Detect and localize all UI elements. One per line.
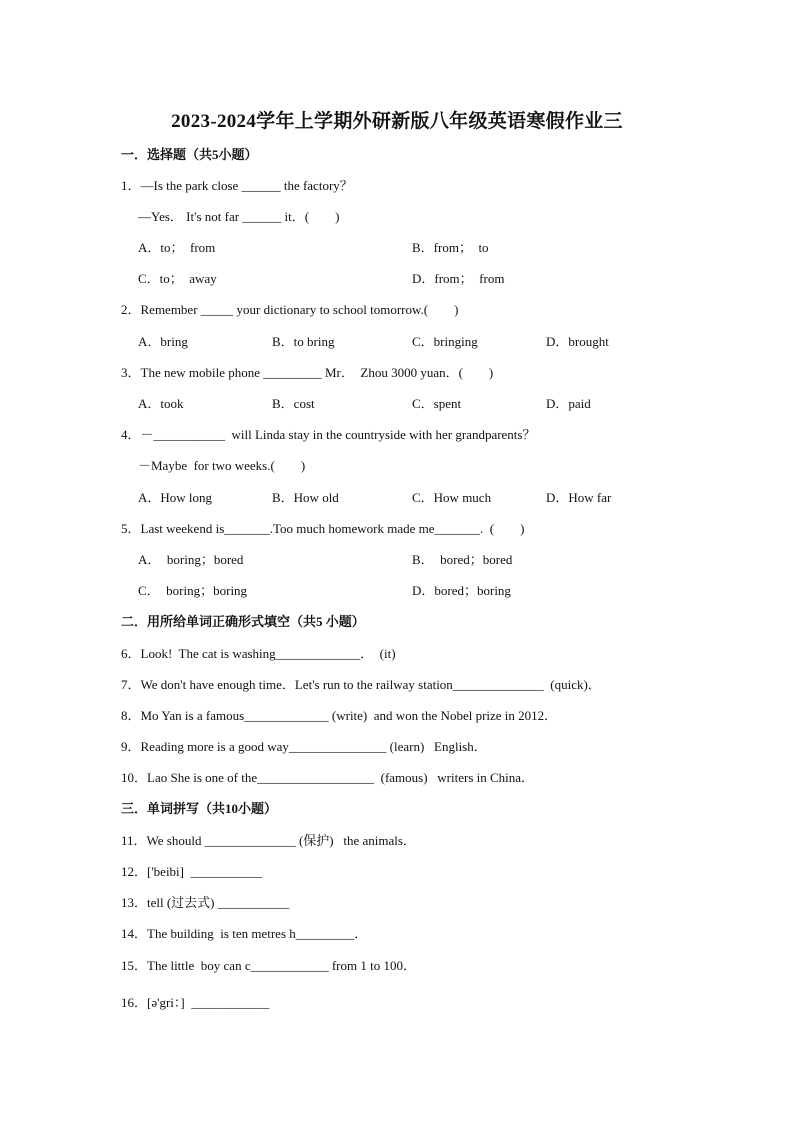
q2-option-b: B．to bring [272, 334, 335, 349]
q5-option-b: B． bored；bored [412, 552, 513, 567]
question-1-stem: 1．—Is the park close ______ the factory？ [121, 178, 353, 193]
q3-option-b: B．cost [272, 396, 315, 411]
fill-question-9: 9．Reading more is a good way_______________ (learn) English． [121, 739, 487, 754]
q4-option-d: D．How far [546, 490, 612, 505]
section-heading-fill: 二．用所给单词正确形式填空（共5 小题） [121, 614, 365, 629]
q2-option-c: C．bringing [412, 334, 478, 349]
q4-option-c: C．How much [412, 490, 492, 505]
q5-option-d: D．bored；boring [412, 583, 511, 598]
question-2-stem: 2．Remember _____ your dictionary to school tomorrow.( ) [121, 302, 459, 317]
fill-question-8: 8．Mo Yan is a famous_____________ (write) and won the Nobel prize in 2012． [121, 708, 558, 723]
section-heading-choice: 一．选择题（共5小题） [121, 147, 258, 162]
q1-option-d: D．from； from [412, 271, 505, 286]
question-4-reply: －Maybe for two weeks.( ) [138, 458, 306, 473]
question-5-stem: 5．Last weekend is_______.Too much homework made me_______. ( ) [121, 521, 525, 536]
q2-option-a: A．bring [138, 334, 188, 349]
spell-question-14: 14．The building is ten metres h_________． [121, 926, 368, 941]
question-1-reply: —Yes． It's not far ______ it．( ) [138, 209, 340, 224]
q1-option-b: B．from； to [412, 240, 489, 255]
spell-question-15: 15．The little boy can c____________ from 1 to 100． [121, 958, 416, 973]
spell-question-12: 12．['beibi] ___________ [121, 864, 262, 879]
q3-option-a: A．took [138, 396, 184, 411]
fill-question-7: 7．We don't have enough time．Let's run to the railway station______________ (quick)． [121, 677, 601, 692]
q1-option-a: A．to； from [138, 240, 216, 255]
question-4-stem: 4．－___________ will Linda stay in the countryside with her grandparents？ [121, 427, 536, 442]
q3-option-c: C．spent [412, 396, 462, 411]
q5-option-c: C． boring；boring [138, 583, 248, 598]
q4-option-b: B．How old [272, 490, 339, 505]
question-3-stem: 3．The new mobile phone _________ Mr． Zhou 3000 yuan．( ) [121, 365, 494, 380]
fill-question-6: 6．Look! The cat is washing_____________． (it) [121, 646, 396, 661]
q1-option-c: C．to； away [138, 271, 217, 286]
q5-option-a: A． boring；bored [138, 552, 244, 567]
spell-question-13: 13．tell (过去式) ___________ [121, 895, 290, 910]
page-title: 2023-2024学年上学期外研新版八年级英语寒假作业三 [171, 111, 623, 132]
spell-question-11: 11．We should ______________ (保护) the animals． [121, 833, 416, 848]
fill-question-10: 10．Lao She is one of the__________________ (famous) writers in China． [121, 770, 535, 785]
spell-question-16: 16．[ə'gri：] ____________ [121, 995, 270, 1010]
q2-option-d: D．brought [546, 334, 609, 349]
section-heading-spelling: 三．单词拼写（共10小题） [121, 801, 278, 816]
q4-option-a: A．How long [138, 490, 213, 505]
q3-option-d: D．paid [546, 396, 591, 411]
